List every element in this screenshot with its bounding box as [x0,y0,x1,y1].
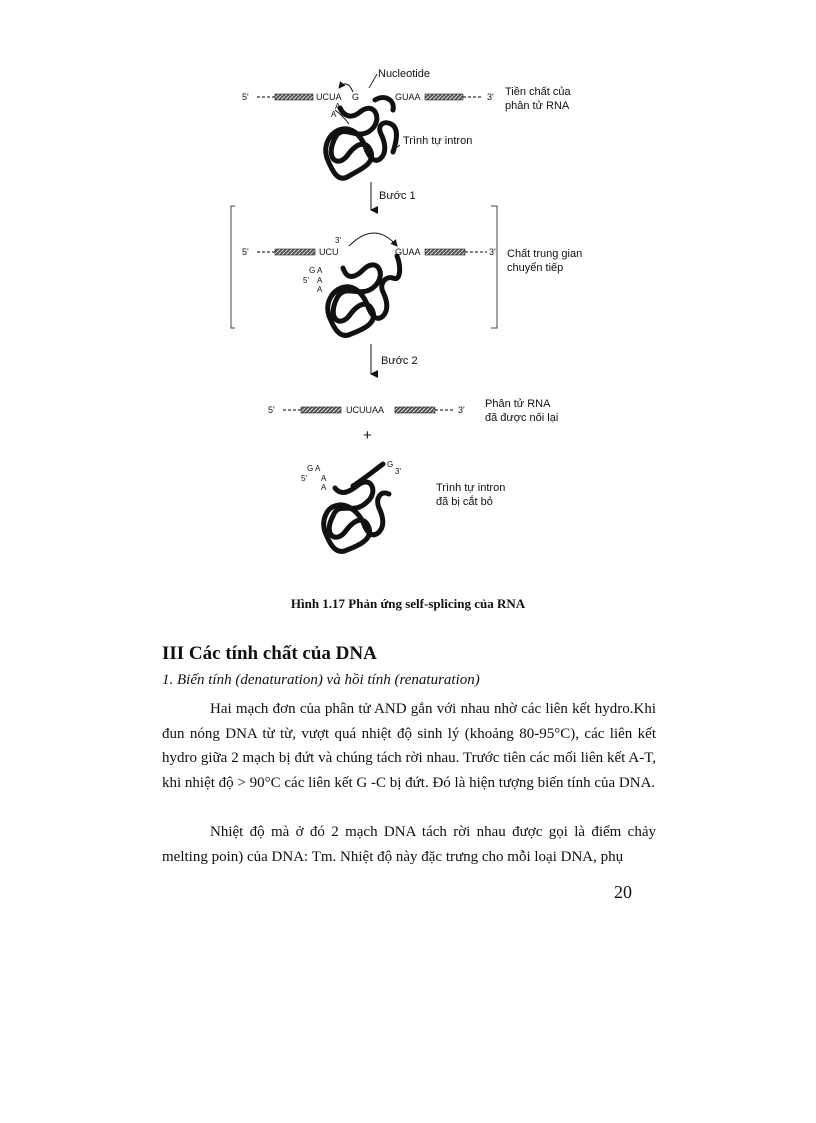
nucleotide-pointer [369,74,377,88]
precursor-rna-strand [257,94,483,100]
step2-loop-ga: G A [309,266,323,275]
step1-seq-g: G [352,92,360,102]
section-heading: III Các tính chất của DNA [162,643,377,664]
step3-3prime: 3' [458,405,465,415]
attack-arrow-2 [349,233,397,246]
step3-seq-mid: UCUUAA [346,405,385,415]
excised-intron-loop [324,464,389,551]
label-step1: Bước 1 [379,190,416,202]
label-ligated-line2: đã được nối lại [485,412,559,424]
step3-5prime: 5' [268,405,275,415]
plus-sign: + [363,427,372,444]
label-excised-line1: Trình tự intron [436,482,506,494]
step2-loop-5prime: 5' [303,276,309,285]
step4-loop-5prime: 5' [301,474,307,483]
paragraph-1: Hai mạch đơn của phân tử AND gắn với nhau nhờ các liên kết hydro.Khi đun nóng DNA từ từ, vượt quá nhiệt độ sinh lý (khoảng 80-95°C), các liên kết hydro giữa 2 mạch bị đứt và chúng tách rời nhau. Trước tiên các mối liên kết A-T, khi nhiệt độ > 90°C các liên kết G -C bị đứt. Đó là hiện tượng biến tính của DNA. [162,701,656,791]
step2-loop-a1: A [317,276,323,285]
step2-3prime: 3' [489,247,496,257]
step1-3prime: 3' [487,92,494,102]
subsection-heading: 1. Biến tính (denaturation) và hồi tính (renaturation) [162,672,480,688]
paragraph-2: Nhiệt độ mà ở đó 2 mạch DNA tách rời nhau được gọi là điểm chảy melting poin) của DNA: Tm. Nhiệt độ này đặc trưng cho mỗi loại DNA, phụ [162,824,656,865]
step4-loop-a2: A [321,483,327,492]
step2-5prime: 5' [242,247,249,257]
figure-caption: Hình 1.17 Phản ứng self-splicing của RNA [290,596,526,611]
label-nucleotide: Nucleotide [378,68,430,80]
label-excised-line2: đã bị cắt bỏ [436,496,493,508]
figure-self-splicing [225,60,625,560]
label-step2: Bước 2 [381,355,418,367]
label-intermediate-line2: chuyển tiếp [507,262,564,274]
step2-seq-right: GUAA [395,247,421,257]
step1-loop-a1: A [335,102,341,111]
label-ligated-line1: Phân tử RNA [485,398,551,410]
step2-seq-left: UCU [319,247,339,257]
step2-3prime-top: 3' [335,236,341,245]
intron-loop-2 [328,256,400,335]
attack-arrow-1 [339,84,353,92]
step1-5prime: 5' [242,92,249,102]
label-intron: Trình tự intron [403,135,473,147]
label-intermediate-line1: Chất trung gian [507,248,583,260]
label-precursor-line2: phân tử RNA [505,100,570,112]
step1-seq-left: UCUA [316,92,342,102]
step4-end-3prime: 3' [395,467,401,476]
page-number: 20 [614,882,632,902]
step1-loop-a2: A [331,110,337,119]
step4-end-g: G [387,460,394,469]
step1-seq-right: GUAA [395,92,421,102]
step4-loop-ga: G A [307,464,321,473]
intermediate-strand [257,249,487,255]
bracket-right [491,206,497,328]
label-precursor-line1: Tiền chất của [505,86,571,98]
step2-loop-a2: A [317,285,323,294]
bracket-left [231,206,235,328]
step4-loop-a1: A [321,474,327,483]
